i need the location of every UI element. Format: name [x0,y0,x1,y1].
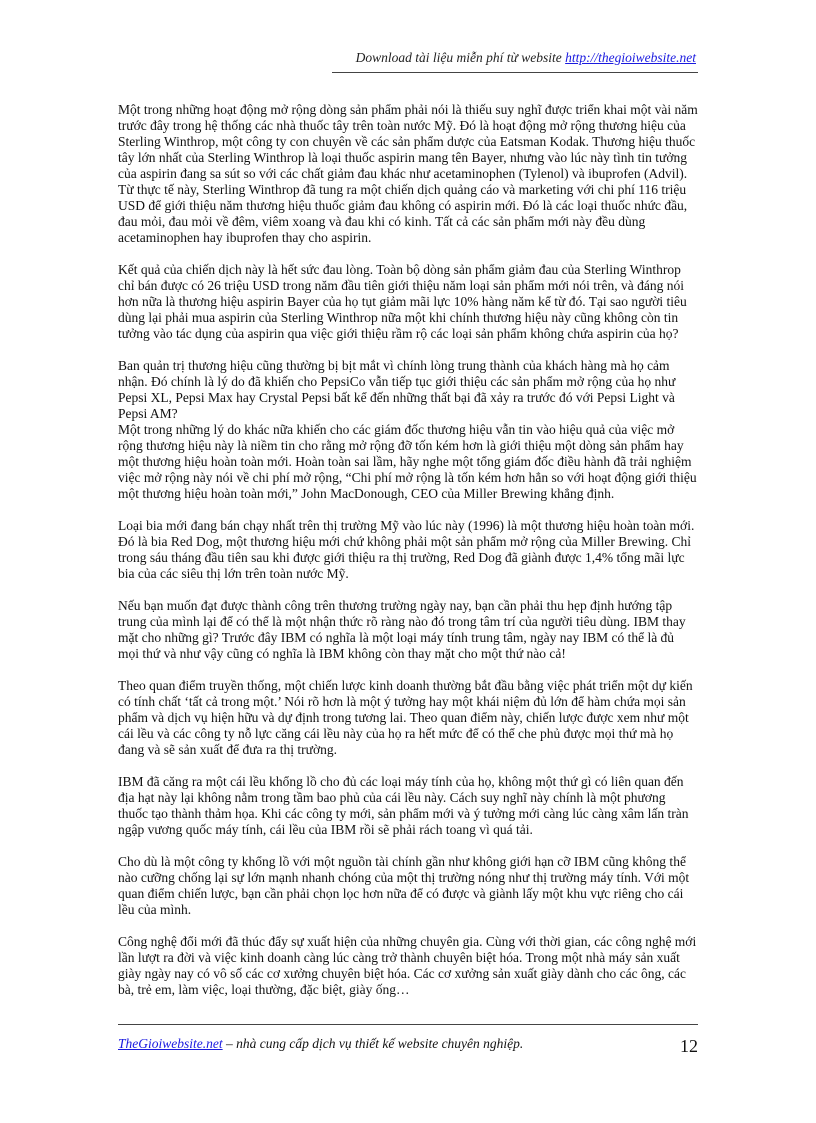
paragraph: Loại bia mới đang bán chạy nhất trên thị trường Mỹ vào lúc này (1996) là một thương hiệu hoàn toàn mới. Đó là bia Red Dog, một thương hiệu mới chứ không phải một sản phẩm mở rộng của Miller Brewing. Chỉ trong sáu tháng đầu tiên sau khi được giới thiệu ra thị trường, Red Dog đã giành được 1,4% tổng mãi lực bia của các siêu thị lớn trên toàn nước Mỹ. [118,518,695,581]
paragraph: Nếu bạn muốn đạt được thành công trên thương trường ngày nay, bạn cần phải thu hẹp định hướng tập trung của mình lại để có thể là một nhận thức rõ ràng nào đó trong tâm trí của người tiêu dùng. IBM thay mặt cho những gì? Trước đây IBM có nghĩa là một loại máy tính trung tâm, ngày nay IBM có thể là đủ mọi thứ và như vậy cũng có nghĩa là IBM không còn thay mặt cho một thứ nào cả! [118,598,686,661]
header-website-link[interactable]: http://thegioiwebsite.net [565,50,696,65]
paragraph: Một trong những hoạt động mở rộng dòng sản phẩm phải nói là thiếu suy nghĩ được triển khai một vài năm trước đây trong hệ thống các nhà thuốc tây trên toàn nước Mỹ. Đó là hoạt động mở rộng thương hiệu của Sterling Winthrop, một công ty con chuyên về các sản phẩm dược của Eatsman Kodak. Thương hiệu thuốc tây lớn nhất của Sterling Winthrop là loại thuốc aspirin mang tên Bayer, nhưng vào lúc này tình tin tưởng của aspirin đang sa sút so với các chất giảm đau khác như acetaminophen (Tylenol) và ibuprofen (Advil). Từ thực tế này, Sterling Winthrop đã tung ra một chiến dịch quảng cáo và marketing với chi phí 116 triệu USD để giới thiệu năm thương hiệu thuốc giảm đau không có aspirin mới. Đó là các loại thuốc nhức đầu, đau mỏi, đau mỏi về đêm, viêm xoang và đau khi có kinh. Tất cả các sản phẩm mới này đều dùng acetaminophen hay ibuprofen thay cho aspirin. [118,102,698,245]
header-text: Download tài liệu miễn phí từ website [355,50,566,65]
page-footer [118,1036,523,1052]
paragraph: Theo quan điểm truyền thống, một chiến lược kinh doanh thường bắt đầu bằng việc phát triển một dự kiến có tính chất ‘tất cả trong một.’ Nói rõ hơn là một ý tưởng hay một khái niệm đủ lớn để hàm chứa mọi sản phẩm và dịch vụ hiện hữu và dự định trong tương lai. Theo quan điểm này, chiến lược được xem như một cái lều và các công ty nỗ lực căng cái lều này của họ ra hết mức để có thể che phủ được mọi thứ mà họ đang và sẽ sản xuất để đưa ra thị trường. [118,678,693,757]
paragraph: Công nghệ đổi mới đã thúc đẩy sự xuất hiện của những chuyên gia. Cùng với thời gian, các công nghệ mới lần lượt ra đời và việc kinh doanh càng lúc càng trở thành chuyên biệt hóa. Trong một nhà máy sản xuất giày ngày nay có vô số các cơ xưởng chuyên biệt hóa. Các cơ xưởng sản xuất giày dành cho các ông, các bà, trẻ em, làm việc, loại thường, đặc biệt, giày ống… [118,934,697,997]
page-number: 12 [680,1036,698,1056]
footer-divider [118,1024,698,1025]
footer-tagline: – nhà cung cấp dịch vụ thiết kế website chuyên nghiệp. [222,1036,524,1051]
paragraph: Kết quả của chiến dịch này là hết sức đau lòng. Toàn bộ dòng sản phẩm giảm đau của Sterling Winthrop chỉ bán được có 26 triệu USD trong năm đầu tiên giới thiệu năm loại sản phẩm mới nói trên, và đáng nói hơn nữa là thương hiệu aspirin Bayer của họ tụt giảm mãi lực 10% hàng năm kể từ đó. Tại sao người tiêu dùng lại phải mua aspirin của Sterling Winthrop nữa một khi chính thương hiệu này cũng không còn tin tưởng vào tác dụng của aspirin qua việc giới thiệu rầm rộ các loại sản phẩm không chứa aspirin của họ? [118,262,687,341]
document-body [118,102,698,1014]
page-header [330,50,696,66]
paragraph: IBM đã căng ra một cái lều khổng lồ cho đủ các loại máy tính của họ, không một thứ gì có liên quan đến địa hạt này lại không nằm trong tầm bao phủ của cái lều này. Cách suy nghĩ này chính là một phương thuốc tạo thành thảm họa. Khi các công ty mới, sản phẩm mới và ý tưởng mới càng lúc càng xâm lấn tràn ngập vương quốc máy tính, cái lều của IBM rồi sẽ phải rách toang vì quá tải. [118,774,689,837]
footer-website-link[interactable]: TheGioiwebsite.net [118,1036,223,1051]
paragraph: Cho dù là một công ty khổng lồ với một nguồn tài chính gần như không giới hạn cỡ IBM cũng không thể nào cưỡng chống lại sự lớn mạnh nhanh chóng của một thị trường nóng như thị trường máy tính. Với một quan điểm chiến lược, bạn cần phải chọn lọc hơn nữa để có được và giành lấy một khu vực riêng cho cái lều của mình. [118,854,690,917]
paragraph: Một trong những lý do khác nữa khiến cho các giám đốc thương hiệu vẫn tin vào hiệu quả của việc mở rộng thương hiệu này là niềm tin cho rằng mở rộng đỡ tốn kém hơn là giới thiệu một dòng sản phẩm hay một thương hiệu hoàn toàn mới. Hoàn toàn sai lầm, hãy nghe một tổng giám đốc điều hành đã trải nghiệm việc mở rộng này nói về chi phí mở rộng, “Chi phí mở rộng là tốn kém hơn hẳn so với hoạt động giới thiệu một thương hiệu hoàn toàn mới,” John MacDonough, CEO của Miller Brewing khẳng định. [118,422,697,501]
header-divider [332,72,698,73]
paragraph: Ban quản trị thương hiệu cũng thường bị bịt mắt vì chính lòng trung thành của khách hàng mà họ cảm nhận. Đó chính là lý do đã khiến cho PepsiCo vẫn tiếp tục giới thiệu các sản phẩm mở rộng của họ như Pepsi XL, Pepsi Max hay Crystal Pepsi bất kể đến những thất bại đã xảy ra trước đó với Pepsi Light và Pepsi AM? [118,358,676,421]
